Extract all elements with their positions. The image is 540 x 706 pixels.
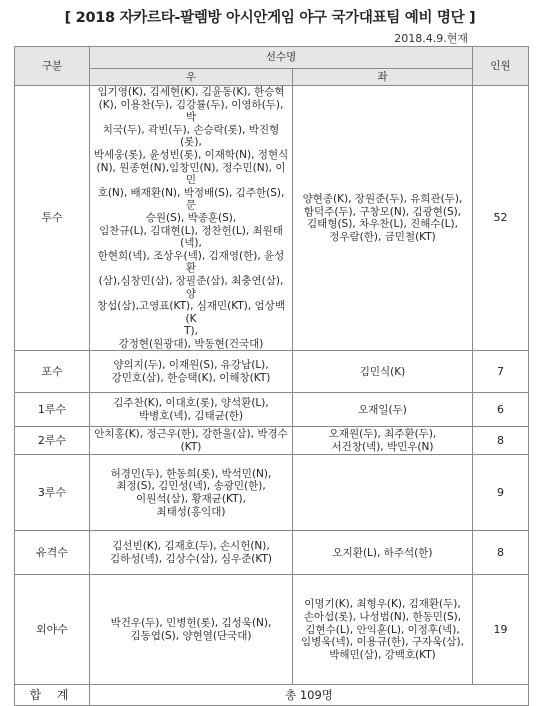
count-cell: 9 [473,455,529,531]
player-line: 오재원(두), 최주환(두), [328,428,437,441]
count-cell: 7 [473,351,529,393]
left-handed-cell [293,427,473,455]
player-line: T), [184,325,198,338]
player-line: 치국(두), 곽빈(두), 손승락(롯), 박진형(롯), [102,123,280,149]
right-handed-cell [90,393,293,427]
right-handed-cell [90,86,293,351]
player-line: 박세웅(롯), 윤성빈(롯), 이재학(N), 정현식 [93,148,289,161]
player-line: 김하성(넥), 김상수(삼), 심우준(KT) [110,552,272,565]
player-line: (삼),심창민(삼), 장필준(삼), 최충연(삼), 양 [98,274,284,300]
table-row [15,455,529,531]
total-value: 총 109명 [90,685,529,706]
player-line: 박건우(두), 민병헌(롯), 김성욱(N), [110,617,272,630]
player-line: 임병욱(넥), 이용규(한), 구자욱(삼), [301,636,464,649]
player-line: 김현수(L), 안익훈(L), 이정후(넥), [305,623,460,636]
player-line: 승원(S), 박종훈(S), [145,211,237,224]
player-line: 정우람(한), 금민철(KT) [329,230,436,243]
left-handed-cell [293,86,473,351]
count-cell: 8 [473,427,529,455]
player-line: 허경민(두), 한동희(롯), 박석민(N), [110,467,272,480]
player-line: 김주찬(K), 이대호(롯), 양석환(L), [113,397,269,410]
right-handed-cell [90,427,293,455]
table-row [15,531,529,575]
position-cell: 1루수 [15,393,90,427]
player-line: 최정(S), 김민성(넥), 송광민(한), [116,480,266,493]
total-label: 합 계 [15,685,90,706]
header-left-handed: 좌 [293,69,473,86]
position-cell: 투수 [15,86,90,351]
position-cell: 포수 [15,351,90,393]
player-line: 최태성(홍익대) [156,505,226,518]
player-line: 창섭(삼),고영표(KT), 심재민(KT), 엄상백(K [97,300,285,325]
position-cell: 3루수 [15,455,90,531]
player-line: 임기영(K), 김세현(K), 김윤동(K), 한승혁 [97,86,285,98]
left-handed-cell [293,393,473,427]
table-row [15,86,529,351]
right-handed-cell [90,351,293,393]
left-handed-cell [293,351,473,393]
header-category: 구분 [15,47,90,86]
player-line: 한현희(넥), 조상우(넥), 김재영(한), 윤성환 [97,249,285,275]
left-handed-cell [293,531,473,575]
player-line: 손아섭(롯), 나성범(N), 한동민(S), [303,611,462,624]
position-cell: 외야수 [15,575,90,685]
count-cell: 19 [473,575,529,685]
table-row [15,575,529,685]
right-handed-cell [90,575,293,685]
header-players: 선수명 [90,47,473,69]
right-handed-cell [90,531,293,575]
player-line: 강민호(삼), 한승택(K), 이해창(KT) [111,371,271,384]
player-line: (KT) [180,440,202,453]
player-line: 김동엽(S), 양현열(단국대) [130,629,252,642]
player-line: 양의지(두), 이재원(S), 유강남(L), [113,359,269,372]
player-line: 박병호(넥), 김태균(한) [138,409,244,422]
player-line: 이원석(삼), 황재균(KT), [136,492,246,505]
header-count: 인원 [473,47,529,86]
player-line: 임찬규(L), 김대현(L), 정찬헌(L), 최원태 [99,224,283,237]
player-line: 함덕주(두), 구창모(N), 김광현(S), [303,205,462,218]
player-line: 김선빈(K), 김재호(두), 손시헌(N), [112,540,270,553]
table-row [15,351,529,393]
page-title: [ 2018 자카르타-팔렘방 아시안게임 야구 국가대표팀 예비 명단 ] [64,10,476,26]
player-line: 박해민(삼), 강백호(KT) [329,648,436,661]
player-line: (넥), [180,237,202,250]
count-cell: 52 [473,86,529,351]
player-line: 양현종(K), 장원준(두), 유희관(두), [302,193,463,206]
player-line: 오지환(L), 하주석(한) [332,546,433,559]
date-label: 2018.4.9.현재 [394,32,468,45]
player-line: (N), 원종현(N),임창민(N), 정수민(N), 이민 [96,161,286,187]
count-cell: 8 [473,531,529,575]
position-cell: 2루수 [15,427,90,455]
position-cell: 유격수 [15,531,90,575]
count-cell: 6 [473,393,529,427]
player-line: 김민식(K) [359,365,406,378]
player-line: 안치홍(K), 정근우(한), 강한울(삼), 박경수 [94,428,288,441]
player-line: (K), 이용찬(두), 김강률(두), 이영하(두), 박 [98,98,284,124]
header-right-handed: 우 [90,69,293,86]
player-line: 강정현(원광대), 박동현(건국대) [118,337,264,350]
roster-table [14,46,529,706]
player-line: 서건창(넥), 박민우(N) [331,440,434,453]
player-line: 이명기(K), 최형우(K), 김재환(두), [304,598,461,611]
player-line: 호(N), 배재환(N), 박정배(S), 김주한(S), 문 [97,186,285,212]
table-row [15,393,529,427]
table-row [15,427,529,455]
player-line: 김태형(S), 차우찬(L), 진해수(L), [307,218,458,231]
right-handed-cell [90,455,293,531]
left-handed-cell [293,575,473,685]
player-line: 오재일(두) [358,403,407,416]
left-handed-cell [293,455,473,531]
